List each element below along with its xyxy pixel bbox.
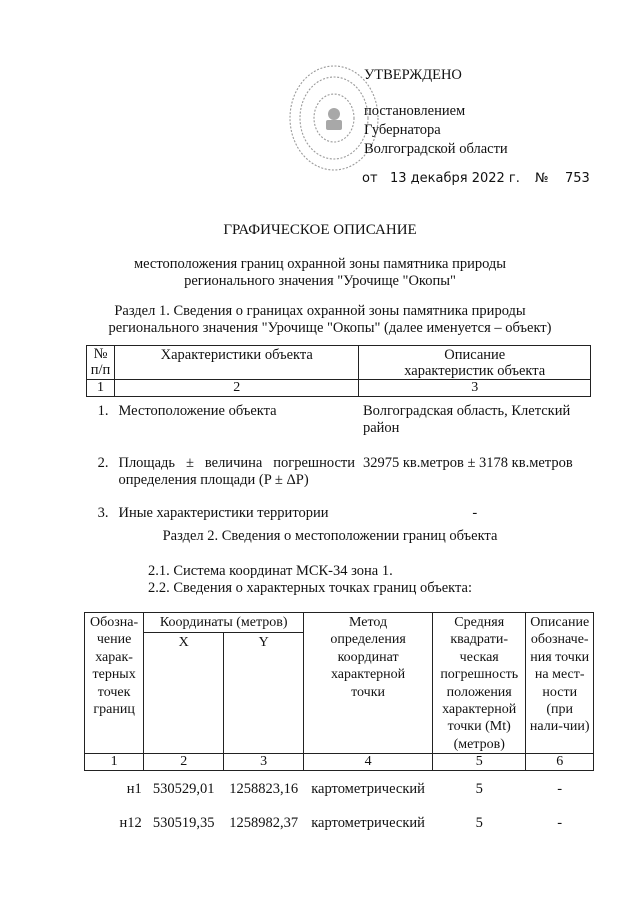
- section-2-heading: Раздел 2. Сведения о местоположении границ объекта: [162, 528, 498, 544]
- document-subtitle-2: регионального значения "Урочище "Окопы": [184, 273, 456, 289]
- number-sign: №: [535, 171, 549, 186]
- header-description: Описание обозначе-ния точки на мест-ности (при нали-чии): [526, 613, 594, 754]
- header-description-line-1: Описание: [444, 347, 506, 363]
- row-value: -: [472, 505, 478, 521]
- row-value: 32975 кв.метров ± 3178 кв.метров: [362, 455, 573, 471]
- point-method: картометрический: [311, 815, 425, 832]
- point-x: 530529,01: [152, 781, 215, 798]
- row-number: 1.: [97, 403, 109, 419]
- row-number: 3.: [97, 505, 109, 521]
- col-num-5: 5: [432, 754, 525, 771]
- col-num-1: 1: [87, 380, 115, 397]
- section-1-heading-1: Раздел 1. Сведения о границах охранной зоны памятника природы: [114, 303, 526, 319]
- point-description: -: [557, 815, 563, 832]
- table-row: [87, 491, 591, 524]
- decree-date: 13 декабря 2022 г.: [390, 171, 520, 186]
- approval-line-3: Волгоградской области: [364, 141, 508, 157]
- row-name: Площадь ± величина погрешности определения площади (P ± ΔP): [118, 455, 355, 488]
- point-id: н1: [126, 781, 142, 798]
- row-number: 2.: [97, 455, 109, 471]
- point-description: -: [557, 781, 563, 798]
- point-method: картометрический: [311, 781, 425, 798]
- header-error: Средняя квадрати-ческая погрешность положения характерной точки (Mt) (метров): [432, 613, 525, 754]
- header-y: Y: [224, 632, 304, 754]
- table-row: [87, 439, 591, 491]
- header-number: [87, 346, 115, 380]
- col-num-1: 1: [85, 754, 144, 771]
- point-error: 5: [475, 815, 483, 832]
- point-y: 1258982,37: [229, 815, 299, 832]
- column-number-row: [85, 754, 594, 771]
- col-num-3: 3: [224, 754, 304, 771]
- date-prefix: от: [362, 171, 378, 186]
- points-info-item: 2.2. Сведения о характерных точках границ объекта:: [148, 580, 473, 596]
- row-value: Волгоградская область, Клетский район: [362, 403, 571, 436]
- approval-title: УТВЕРЖДЕНО: [364, 67, 462, 83]
- header-coordinates: Координаты (метров): [144, 613, 304, 633]
- point-y: 1258823,16: [229, 781, 299, 798]
- decree-number: 753: [565, 171, 590, 186]
- header-number-line-2: п/п: [90, 362, 111, 378]
- col-num-3: 3: [359, 380, 591, 397]
- col-num-2: 2: [144, 754, 224, 771]
- header-description-line-2: характеристик объекта: [404, 363, 546, 379]
- header-x: X: [144, 632, 224, 754]
- table-header-row: [87, 346, 591, 380]
- col-num-4: 4: [304, 754, 433, 771]
- point-id: н12: [119, 815, 142, 832]
- header-description: [359, 346, 591, 380]
- table-row: [85, 771, 594, 806]
- section-1-heading-2: регионального значения "Урочище "Окопы" (далее именуется – объект): [108, 320, 552, 336]
- col-num-6: 6: [526, 754, 594, 771]
- coordinate-system-item: 2.1. Система координат МСК-34 зона 1.: [148, 563, 393, 579]
- column-number-row: [87, 380, 591, 397]
- approval-line-1: постановлением: [364, 103, 466, 119]
- approval-line-2: Губернатора: [364, 122, 441, 138]
- object-characteristics-table: [86, 345, 591, 524]
- table-header-row: [85, 613, 594, 633]
- header-method: Метод определения координат характерной точки: [304, 613, 433, 754]
- header-characteristics: Характеристики объекта: [114, 346, 359, 380]
- table-row: [85, 805, 594, 839]
- point-x: 530519,35: [152, 815, 215, 832]
- document-subtitle-1: местоположения границ охранной зоны памятника природы: [133, 256, 507, 272]
- header-number-line-1: №: [93, 346, 108, 362]
- table-row: [87, 397, 591, 440]
- col-num-2: 2: [114, 380, 359, 397]
- document-title: ГРАФИЧЕСКОЕ ОПИСАНИЕ: [223, 222, 417, 238]
- row-name: Иные характеристики территории: [118, 505, 329, 521]
- boundary-points-table: [84, 612, 594, 839]
- point-error: 5: [475, 781, 483, 798]
- row-name: Местоположение объекта: [118, 403, 277, 419]
- header-designation: Обозна-чение харак-терных точек границ: [85, 613, 144, 754]
